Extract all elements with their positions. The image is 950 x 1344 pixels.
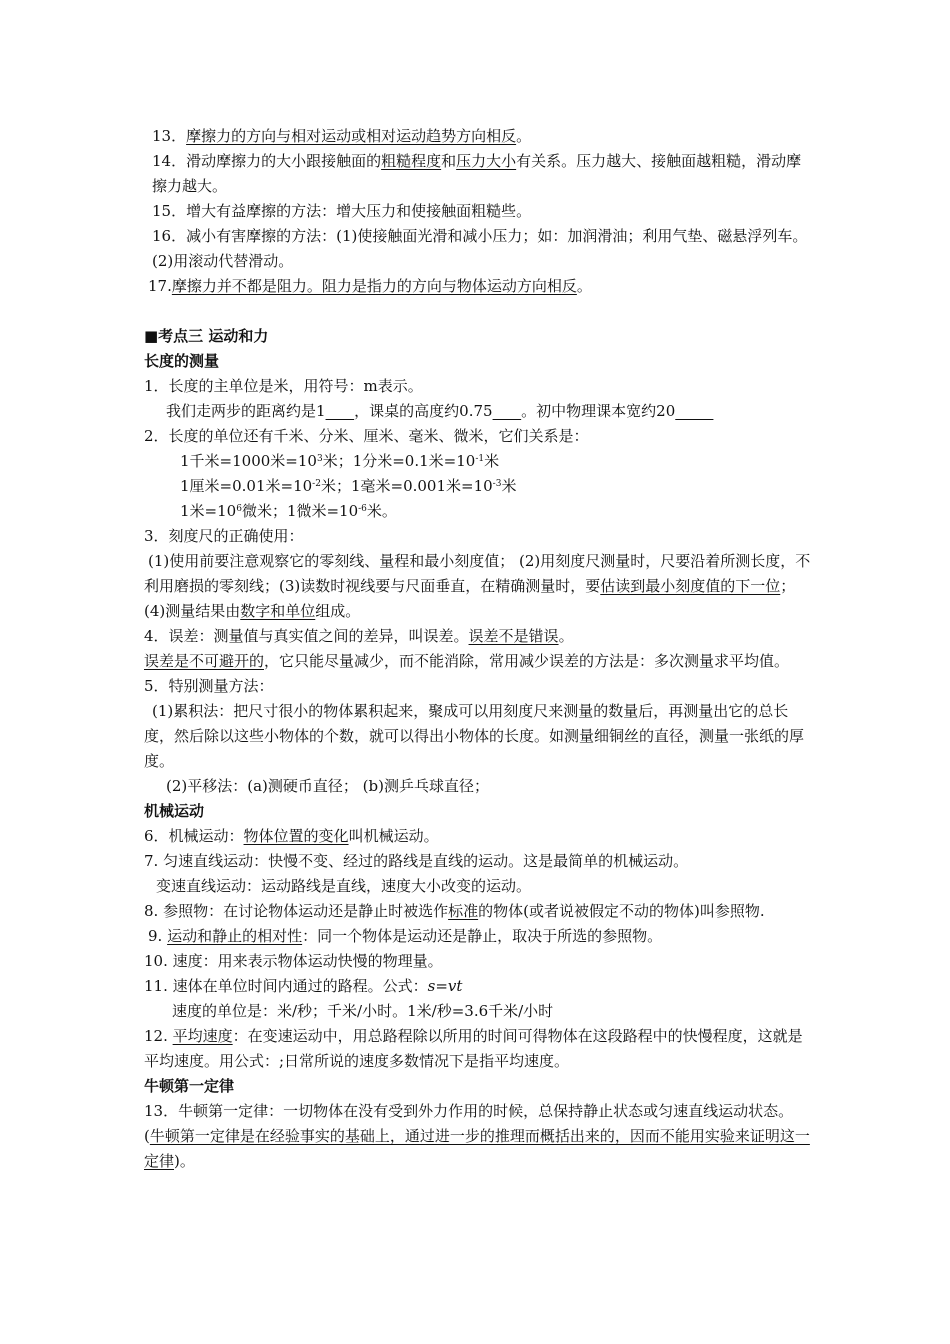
friction-item-17: 17.摩擦力并不都是阻力。阻力是指力的方向与物体运动方向相反。 <box>148 277 592 295</box>
friction-item-13: 13．摩擦力的方向与相对运动或相对运动趋势方向相反。 <box>152 127 532 145</box>
motion-item-7: 7. 匀速直线运动：快慢不变、经过的路线是直线的运动。这是最简单的机械运动。 <box>144 852 689 870</box>
unit-relation-2: 1厘米=0.01米$=10^{-2}$米；1毫米=0.001米$=10^{-3}$米 <box>180 477 517 495</box>
motion-item-12: 12. 平均速度：在变速运动中，用总路程除以所用的时间可得物体在这段路程中的快慢程度，这就是平均速度。用公式：;日常所说的速度多数情况下是指平均速度。 <box>144 1027 803 1070</box>
motion-item-10: 10. 速度：用来表示物体运动快慢的物理量。 <box>144 952 443 970</box>
newton-item-13: 13．牛顿第一定律：一切物体在没有受到外力作用的时候，总保持静止状态或匀速直线运动状态。(牛顿第一定律是在经验事实的基础上，通过进一步的推理而概括出来的，因而不能用实验来证明这一定律)。 <box>144 1102 810 1170</box>
motion-item-11: 11. 速体在单位时间内通过的路程。公式：s=vt <box>144 977 463 995</box>
unit-relation-1: 1千米=1000米$=10^3$米；1分米=0.1米$=10^{-1}$米 <box>180 452 500 470</box>
length-item-3: 3．刻度尺的正确使用： <box>144 527 304 545</box>
blank-2 <box>493 402 522 420</box>
length-item-4: 4．误差：测量值与真实值之间的差异，叫误差。误差不是错误。 <box>144 627 574 645</box>
newton-heading: 牛顿第一定律 <box>144 1077 235 1095</box>
document-page <box>144 124 812 1174</box>
variable-motion: 变速直线运动：运动路线是直线，速度大小改变的运动。 <box>156 877 532 895</box>
accumulation-method: (1)累积法：把尺寸很小的物体累积起来，聚成可以用刻度尺来测量的数量后，再测量出它的总长度，然后除以这些小物体的个数，就可以得出小物体的长度。如测量细铜丝的直径，测量一张纸的厚度。 <box>144 702 805 770</box>
blank-3 <box>675 402 713 420</box>
ruler-usage-text: (1)使用前要注意观察它的零刻线、量程和最小刻度值； (2)用刻度尺测量时，尺要沿着所测长度，不利用磨损的零刻线；(3)读数时视线要与尺面垂直，在精确测量时，要估读到最小刻度值的下一位；(4)测量结果由数字和单位组成。 <box>144 552 811 620</box>
length-estimates: 我们走两步的距离约是1 ，课桌的高度约0.75 。初中物理课本宽约20 <box>144 399 812 424</box>
length-item-5: 5．特别测量方法： <box>144 677 274 695</box>
unit-relation-3: 1米$=10^6$微米；1微米$=10^{-6}$米。 <box>180 502 397 520</box>
length-item-1: 1．长度的主单位是米，用符号：m表示。 <box>144 377 423 395</box>
friction-item-16: 16．减小有害摩擦的方法：(1)使接触面光滑和减小压力；如：加润滑油；利用气垫、磁悬浮列车。(2)用滚动代替滑动。 <box>152 227 808 270</box>
translation-method: (2)平移法：(a)测硬币直径； (b)测乒乓球直径； <box>166 777 489 795</box>
length-heading: 长度的测量 <box>144 352 220 370</box>
friction-item-15: 15．增大有益摩擦的方法：增大压力和使接触面粗糙些。 <box>152 202 532 220</box>
motion-item-8: 8. 参照物：在讨论物体运动还是静止时被选作标准的物体(或者说被假定不动的物体)叫参照物. <box>144 902 765 920</box>
error-text: 误差是不可避开的，它只能尽量减少，而不能消除，常用减少误差的方法是：多次测量求平均值。 <box>144 652 790 670</box>
friction-item-14: 14．滑动摩擦力的大小跟接触面的粗糙程度和压力大小有关系。压力越大、接触面越粗糙，滑动摩擦力越大。 <box>152 152 802 195</box>
motion-item-9: 9. 运动和静止的相对性：同一个物体是运动还是静止，取决于所选的参照物。 <box>148 927 663 945</box>
section-title: ■考点三 运动和力 <box>144 327 269 345</box>
motion-item-6: 6．机械运动：物体位置的变化叫机械运动。 <box>144 827 439 845</box>
speed-units: 速度的单位是：米/秒；千米/小时。1米/秒=3.6千米/小时 <box>172 1002 554 1020</box>
length-item-2: 2．长度的单位还有千米、分米、厘米、毫米、微米，它们关系是： <box>144 427 589 445</box>
blank-1 <box>326 402 355 420</box>
motion-heading: 机械运动 <box>144 802 205 820</box>
spacer <box>144 299 812 324</box>
